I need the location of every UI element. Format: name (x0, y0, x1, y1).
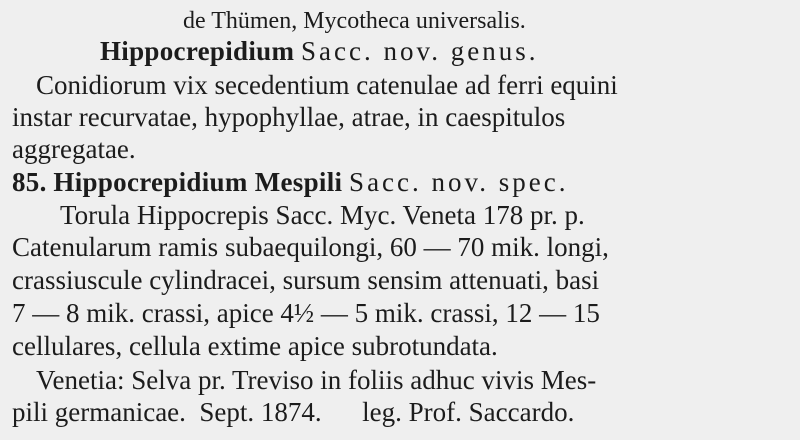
locality-line: Venetia: Selva pr. Treviso in foliis adhuc vivis Mes- (36, 365, 597, 395)
genus-description-line: Conidiorum vix secedentium catenulae ad ferri equini (36, 70, 618, 100)
locality-line: pili germanicae. Sept. 1874. leg. Prof. Saccardo. (12, 397, 575, 427)
genus-authority: Sacc. nov. genus. (301, 36, 539, 66)
genus-name: Hippocrepidium (100, 36, 295, 66)
species-name: Hippocrepidium Mespili (53, 167, 343, 197)
species-description-line: cellulares, cellula extime apice subrotundata. (12, 331, 498, 361)
species-authority: Sacc. nov. spec. (349, 167, 569, 197)
species-heading (12, 165, 569, 199)
genus-description-line: instar recurvatae, hypophyllae, atrae, in caespitulos (12, 102, 566, 132)
reference-line: de Thümen, Mycotheca universalis. (183, 8, 526, 34)
species-synonym: Torula Hippocrepis Sacc. Myc. Veneta 178 pr. p. (60, 200, 585, 230)
species-description-line: 7 — 8 mik. crassi, apice 4½ — 5 mik. crassi, 12 — 15 (12, 298, 600, 328)
genus-description-line: aggregatae. (12, 134, 136, 164)
species-number: 85. (12, 167, 47, 197)
species-description-line: crassiuscule cylindracei, sursum sensim attenuati, basi (12, 265, 600, 295)
genus-heading (100, 34, 538, 68)
species-description-line: Catenularum ramis subaequilongi, 60 — 70 mik. longi, (12, 232, 609, 262)
